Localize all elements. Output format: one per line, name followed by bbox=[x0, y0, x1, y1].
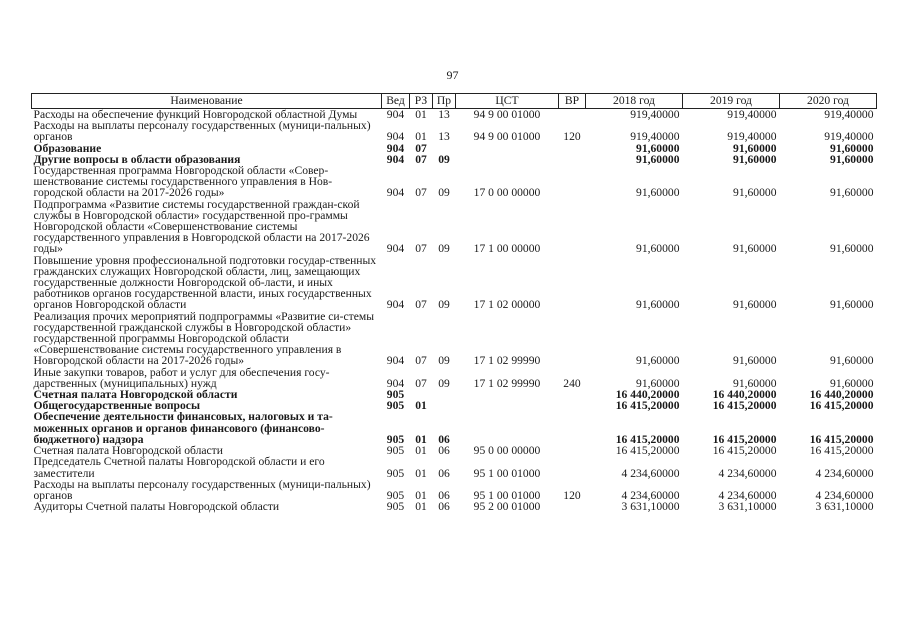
cell-rz: 01 bbox=[415, 432, 427, 446]
cell-2019: 16 415,20000 bbox=[712, 444, 777, 458]
cell-rz: 01 bbox=[415, 488, 427, 502]
cell-name: Государственная программа Новгородской области «Совер-шенствование системы государственного управления в Нов-городской области на 2017-2026 годы» bbox=[33, 164, 333, 200]
cell-2020: 16 415,20000 bbox=[809, 444, 874, 458]
cell-name: Общегосударственные вопросы bbox=[33, 399, 200, 413]
cell-vr: 120 bbox=[563, 488, 581, 502]
cell-rz: 01 bbox=[415, 399, 427, 413]
cell-name: Счетная палата Новгородской области bbox=[33, 388, 238, 402]
cell-name: Расходы на выплаты персоналу государственных (муници-пальных) органов bbox=[33, 119, 371, 144]
cell-2020: 16 415,20000 bbox=[809, 432, 874, 446]
cell-2018: 3 631,10000 bbox=[621, 500, 680, 514]
cell-cst: 17 1 02 99990 bbox=[473, 354, 541, 368]
cell-ved: 905 bbox=[386, 388, 405, 402]
table-row bbox=[32, 456, 877, 478]
cell-vr bbox=[559, 456, 586, 478]
cell-name: Реализация прочих мероприятий подпрограммы «Развитие си-стемы государственной гражданской службы в Новгородской области» государственной программы Новгородской области «Совершенствование системы государственного управления в Новгородской области на 2017-2026 годы» bbox=[33, 309, 374, 368]
table-row bbox=[32, 199, 877, 255]
cell-ved: 904 bbox=[386, 141, 405, 155]
cell-name: Обеспечение деятельности финансовых, налоговых и та-моженных органов и органов финансового (финансово-бюджетного) надзора bbox=[33, 410, 333, 446]
cell-cst: 17 0 00 00000 bbox=[473, 186, 541, 200]
cell-ved: 905 bbox=[386, 432, 405, 446]
cell-pr bbox=[433, 400, 456, 411]
cell-pr: 09 bbox=[438, 152, 450, 166]
header-name: Наименование bbox=[32, 94, 382, 109]
cell-name: Подпрограмма «Развитие системы государственной граждан-ской службы в Новгородской области» государственной про-граммы Новгородской области «Совершенствование системы государственного управления в Новгородской области на 2017-2026 годы» bbox=[33, 197, 370, 256]
cell-rz: 01 bbox=[415, 466, 427, 480]
table-row bbox=[32, 411, 877, 445]
cell-rz: 07 bbox=[415, 298, 427, 312]
cell-2020: 91,60000 bbox=[830, 152, 874, 166]
cell-name: Аудиторы Счетной палаты Новгородской области bbox=[33, 500, 280, 514]
cell-pr: 09 bbox=[438, 298, 450, 312]
cell-ved: 904 bbox=[386, 186, 405, 200]
cell-cst bbox=[456, 400, 559, 411]
cell-ved: 905 bbox=[386, 466, 405, 480]
cell-name: Расходы на выплаты персоналу государственных (муници-пальных) органов bbox=[33, 477, 371, 502]
cell-cst: 95 0 00 00000 bbox=[473, 444, 541, 458]
header-2018: 2018 год bbox=[586, 94, 683, 109]
cell-vr bbox=[559, 445, 586, 456]
cell-2018: 4 234,60000 bbox=[621, 488, 680, 502]
header-pr: Пр bbox=[433, 94, 456, 109]
cell-2019: 919,40000 bbox=[727, 130, 777, 144]
cell-pr: 06 bbox=[438, 500, 450, 514]
cell-ved: 904 bbox=[386, 298, 405, 312]
cell-vr bbox=[559, 154, 586, 165]
table-row bbox=[32, 255, 877, 311]
cell-pr: 06 bbox=[438, 466, 450, 480]
cell-2018: 919,40000 bbox=[630, 108, 680, 121]
cell-2018: 4 234,60000 bbox=[621, 466, 680, 480]
cell-2018: 16 415,20000 bbox=[615, 444, 680, 458]
cell-2019: 919,40000 bbox=[727, 108, 777, 121]
cell-2018: 91,60000 bbox=[636, 354, 680, 368]
cell-vr bbox=[559, 255, 586, 311]
cell-vr bbox=[559, 411, 586, 445]
cell-2018: 91,60000 bbox=[636, 186, 680, 200]
cell-2020: 16 440,20000 bbox=[809, 388, 874, 402]
cell-2019: 91,60000 bbox=[733, 242, 777, 256]
cell-vr bbox=[559, 389, 586, 400]
cell-ved: 904 bbox=[386, 152, 405, 166]
cell-ved: 904 bbox=[386, 242, 405, 256]
cell-ved: 904 bbox=[386, 354, 405, 368]
header-rz: РЗ bbox=[410, 94, 433, 109]
cell-2019: 91,60000 bbox=[733, 141, 777, 155]
table-row bbox=[32, 311, 877, 367]
table-row bbox=[32, 367, 877, 389]
cell-rz: 07 bbox=[415, 186, 427, 200]
page-number: 97 bbox=[446, 68, 459, 82]
cell-pr: 13 bbox=[438, 108, 450, 121]
cell-rz: 07 bbox=[415, 242, 427, 256]
cell-vr bbox=[559, 501, 586, 512]
cell-vr bbox=[559, 165, 586, 199]
cell-2018: 16 415,20000 bbox=[615, 432, 680, 446]
cell-cst: 95 1 00 01000 bbox=[473, 488, 541, 502]
cell-pr: 09 bbox=[438, 242, 450, 256]
cell-2020: 91,60000 bbox=[830, 354, 874, 368]
cell-cst bbox=[456, 389, 559, 400]
header-vr: ВР bbox=[559, 94, 586, 109]
cell-2020: 91,60000 bbox=[830, 186, 874, 200]
cell-rz: 01 bbox=[415, 500, 427, 514]
cell-2020: 91,60000 bbox=[830, 141, 874, 155]
cell-2018: 91,60000 bbox=[636, 298, 680, 312]
cell-2020: 4 234,60000 bbox=[815, 488, 874, 502]
cell-2019: 91,60000 bbox=[733, 298, 777, 312]
cell-vr bbox=[559, 109, 586, 121]
cell-2018: 91,60000 bbox=[636, 242, 680, 256]
cell-2019: 16 415,20000 bbox=[712, 399, 777, 413]
cell-rz: 01 bbox=[415, 130, 427, 144]
cell-2019: 16 415,20000 bbox=[712, 432, 777, 446]
cell-2018: 91,60000 bbox=[636, 152, 680, 166]
cell-cst: 95 1 00 01000 bbox=[473, 466, 541, 480]
cell-2018: 91,60000 bbox=[636, 141, 680, 155]
cell-2019: 4 234,60000 bbox=[718, 466, 777, 480]
cell-2019: 91,60000 bbox=[733, 354, 777, 368]
cell-2019: 91,60000 bbox=[733, 152, 777, 166]
cell-ved: 904 bbox=[386, 376, 405, 390]
table-header-row bbox=[32, 94, 877, 109]
cell-2018: 16 415,20000 bbox=[615, 399, 680, 413]
cell-name: Другие вопросы в области образования bbox=[33, 152, 241, 166]
cell-pr: 06 bbox=[438, 432, 450, 446]
cell-2020: 919,40000 bbox=[824, 130, 874, 144]
cell-2020: 91,60000 bbox=[830, 298, 874, 312]
cell-name: Повышение уровня профессиональной подготовки государ-ственных гражданских служащих Новгородской области, лиц, замещающих государственные должности Новгородской об-ласти, и иных работников органов государственной власти, иных государственных органов Новгородской области bbox=[33, 253, 377, 312]
table-row bbox=[32, 120, 877, 142]
cell-rz: 01 bbox=[415, 444, 427, 458]
cell-cst: 94 9 00 01000 bbox=[473, 130, 541, 144]
cell-rz: 07 bbox=[415, 354, 427, 368]
cell-vr bbox=[559, 400, 586, 411]
cell-name: Председатель Счетной палаты Новгородской области и его заместители bbox=[33, 455, 325, 480]
cell-pr: 06 bbox=[438, 488, 450, 502]
cell-ved: 905 bbox=[386, 399, 405, 413]
cell-ved: 905 bbox=[386, 488, 405, 502]
cell-vr bbox=[559, 199, 586, 255]
header-ved: Вед bbox=[382, 94, 410, 109]
cell-2018: 16 440,20000 bbox=[615, 388, 680, 402]
cell-cst bbox=[456, 154, 559, 165]
cell-name: Иные закупки товаров, работ и услуг для обеспечения госу-дарственных (муниципальных) нужд bbox=[33, 365, 330, 390]
cell-cst: 17 1 02 99990 bbox=[473, 376, 541, 390]
cell-cst: 95 2 00 01000 bbox=[473, 500, 541, 514]
header-cst: ЦСТ bbox=[456, 94, 559, 109]
cell-2020: 91,60000 bbox=[830, 242, 874, 256]
table-body bbox=[32, 109, 877, 513]
cell-cst: 94 9 00 01000 bbox=[473, 108, 541, 121]
cell-vr bbox=[559, 143, 586, 154]
cell-cst bbox=[456, 143, 559, 154]
cell-2019: 4 234,60000 bbox=[718, 488, 777, 502]
cell-pr: 13 bbox=[438, 130, 450, 144]
cell-2020: 16 415,20000 bbox=[809, 399, 874, 413]
header-2020: 2020 год bbox=[780, 94, 877, 109]
cell-2019: 16 440,20000 bbox=[712, 388, 777, 402]
cell-2018: 91,60000 bbox=[636, 376, 680, 390]
cell-rz: 07 bbox=[415, 376, 427, 390]
cell-cst: 17 1 02 00000 bbox=[473, 298, 541, 312]
cell-2018: 919,40000 bbox=[630, 130, 680, 144]
cell-vr bbox=[559, 311, 586, 367]
cell-pr: 09 bbox=[438, 354, 450, 368]
budget-table bbox=[31, 93, 877, 512]
cell-ved: 905 bbox=[386, 444, 405, 458]
cell-ved: 904 bbox=[386, 130, 405, 144]
cell-vr: 240 bbox=[563, 376, 581, 390]
cell-rz: 07 bbox=[415, 141, 427, 155]
cell-2019: 91,60000 bbox=[733, 376, 777, 390]
cell-name: Счетная палата Новгородской области bbox=[33, 444, 223, 458]
cell-name: Образование bbox=[33, 141, 102, 155]
cell-cst bbox=[456, 411, 559, 445]
cell-rz: 07 bbox=[415, 152, 427, 166]
cell-rz: 01 bbox=[415, 108, 427, 121]
cell-ved: 904 bbox=[386, 108, 405, 121]
table-row bbox=[32, 501, 877, 512]
cell-pr: 06 bbox=[438, 444, 450, 458]
cell-2020: 3 631,10000 bbox=[815, 500, 874, 514]
cell-2020: 4 234,60000 bbox=[815, 466, 874, 480]
cell-2020: 91,60000 bbox=[830, 376, 874, 390]
cell-2020: 919,40000 bbox=[824, 108, 874, 121]
table-row bbox=[32, 479, 877, 501]
cell-pr: 09 bbox=[438, 376, 450, 390]
cell-vr: 120 bbox=[563, 130, 581, 144]
cell-pr bbox=[433, 389, 456, 400]
cell-2019: 3 631,10000 bbox=[718, 500, 777, 514]
cell-ved: 905 bbox=[386, 500, 405, 514]
cell-name: Расходы на обеспечение функций Новгородской областной Думы bbox=[33, 108, 358, 121]
cell-cst: 17 1 00 00000 bbox=[473, 242, 541, 256]
cell-2019: 91,60000 bbox=[733, 186, 777, 200]
table-row bbox=[32, 165, 877, 199]
header-2019: 2019 год bbox=[683, 94, 780, 109]
cell-pr: 09 bbox=[438, 186, 450, 200]
